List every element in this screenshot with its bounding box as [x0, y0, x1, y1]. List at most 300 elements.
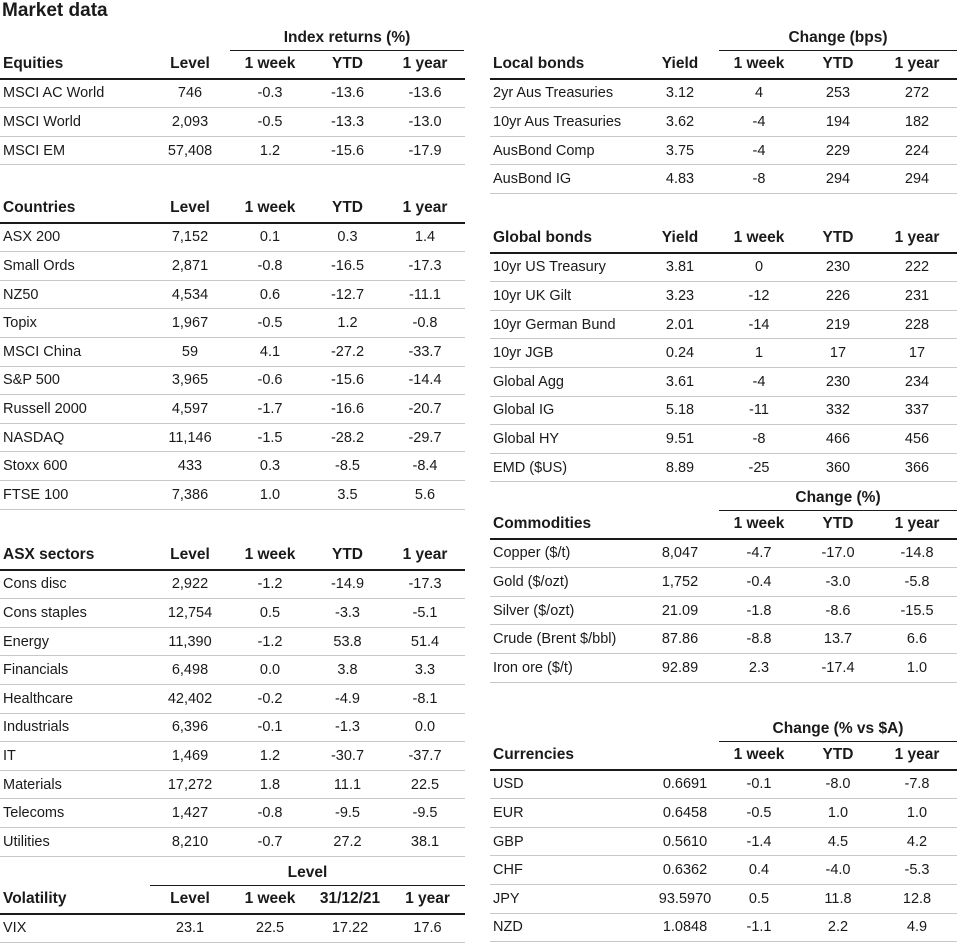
header-col4: 1 year	[405, 890, 450, 908]
cell-col1: 2,871	[171, 257, 209, 274]
table-row	[0, 452, 465, 481]
local-bonds-table	[490, 51, 957, 194]
cell-col3: -15.6	[330, 372, 365, 389]
cell-col4: -33.7	[408, 343, 442, 360]
cell-col4: 3.3	[414, 662, 436, 679]
cell-name: VIX	[3, 920, 27, 937]
cell-name: S&P 500	[3, 372, 60, 389]
cell-name: USD	[493, 776, 524, 793]
cell-col3: -13.3	[330, 113, 365, 130]
cell-col2: -0.6	[257, 372, 283, 389]
cell-name: FTSE 100	[3, 486, 69, 503]
cell-col2: -8	[752, 171, 766, 188]
cell-col3: 2.2	[827, 919, 849, 936]
cell-col2: -1.2	[257, 633, 283, 650]
cell-col2: 4	[754, 85, 764, 102]
cell-col2: -0.3	[257, 85, 283, 102]
header-col1	[640, 511, 720, 538]
cell-col4: -15.5	[900, 602, 934, 619]
cell-col1: 3.12	[665, 85, 695, 102]
cell-col1: 8,210	[171, 833, 209, 850]
cell-name: NASDAQ	[3, 429, 65, 446]
cell-col3: 230	[825, 373, 851, 390]
cell-col4: -8.1	[412, 690, 438, 707]
cell-col2: -4.7	[746, 545, 772, 562]
table-header-row	[490, 511, 957, 540]
cell-name: MSCI World	[3, 113, 81, 130]
cell-col2: -0.4	[746, 573, 772, 590]
cell-col3: 226	[825, 287, 851, 304]
cell-col1: 8.89	[665, 459, 695, 476]
cell-col3: -17.0	[821, 545, 855, 562]
table-row	[490, 311, 957, 340]
cell-col1: 4,534	[171, 286, 209, 303]
cell-col2: -0.2	[257, 690, 283, 707]
cell-name: Iron ore ($/t)	[493, 659, 573, 676]
cell-col2: 1.2	[259, 747, 281, 764]
cell-col2: -0.5	[257, 315, 283, 332]
cell-name: Gold ($/ozt)	[493, 573, 569, 590]
cell-col3: -8.6	[825, 602, 851, 619]
cell-col3: -1.3	[335, 719, 360, 736]
header-col3: YTD	[332, 55, 363, 73]
cell-col3: 0.3	[337, 229, 358, 246]
header-col3: YTD	[822, 746, 854, 764]
cell-col3: 17	[829, 345, 847, 362]
table-row	[0, 367, 465, 396]
header-col4: 1 year	[894, 515, 940, 533]
cell-col1: 3.75	[665, 142, 695, 159]
header-col4: 1 year	[894, 229, 940, 247]
header-col2: 1 week	[244, 546, 296, 564]
asx-sectors-table	[0, 542, 465, 857]
cell-col4: -13.0	[408, 113, 442, 130]
table-row	[0, 80, 465, 109]
table-row	[490, 454, 957, 483]
cell-name: 10yr German Bund	[493, 316, 616, 333]
cell-col1: 0.24	[665, 345, 695, 362]
cell-col2: -11	[749, 402, 769, 419]
header-col3: YTD	[822, 55, 854, 73]
table-row	[0, 571, 465, 600]
cell-col3: 1.2	[337, 315, 358, 332]
cell-col1: 1,967	[171, 315, 209, 332]
cell-col4: 12.8	[902, 890, 932, 907]
cell-col4: -14.8	[900, 545, 934, 562]
cell-col4: 228	[904, 316, 930, 333]
cell-col1: 0.6691	[662, 776, 708, 793]
cell-col3: -4.9	[335, 690, 360, 707]
cell-col1: 7,152	[171, 229, 209, 246]
cell-name: Small Ords	[3, 257, 75, 274]
cell-col2: -14	[748, 316, 770, 333]
cell-name: Cons staples	[3, 604, 87, 621]
cell-col4: -17.3	[408, 257, 442, 274]
cell-col3: -9.5	[335, 805, 360, 822]
cell-col1: 87.86	[661, 631, 699, 648]
table-row	[0, 828, 465, 857]
table-header-row	[0, 542, 465, 571]
cell-col1: 21.09	[661, 602, 699, 619]
table-row	[0, 395, 465, 424]
header-col2: 1 week	[244, 890, 296, 908]
header-col2: 1 week	[733, 746, 785, 764]
cell-col4: -37.7	[408, 747, 442, 764]
table-row	[0, 685, 465, 714]
cell-col4: 337	[904, 402, 930, 419]
table-row	[490, 108, 957, 137]
cell-col2: -0.5	[746, 804, 772, 821]
cell-col1: 9.51	[665, 430, 695, 447]
cell-col4: -20.7	[408, 400, 442, 417]
cell-col1: 42,402	[167, 690, 213, 707]
cell-col4: 51.4	[410, 633, 440, 650]
cell-col4: 4.9	[906, 919, 928, 936]
cell-col1: 1,469	[171, 747, 209, 764]
cell-col1: 1,427	[171, 805, 209, 822]
header-col4: 1 year	[402, 199, 448, 217]
cell-col1: 3,965	[171, 372, 209, 389]
cell-name: 10yr UK Gilt	[493, 287, 572, 304]
cell-name: MSCI China	[3, 343, 82, 360]
cell-col1: 8,047	[661, 545, 699, 562]
header-col3: YTD	[822, 515, 854, 533]
cell-col4: 224	[904, 142, 930, 159]
cell-col1: 59	[181, 343, 199, 360]
cell-col3: 230	[825, 259, 851, 276]
local-bonds-group-header: Change (bps)	[719, 25, 957, 51]
equities-group-header: Index returns (%)	[230, 25, 464, 51]
cell-col2: -1.2	[257, 576, 283, 593]
cell-col3: -8.5	[335, 458, 360, 475]
cell-col2: 1.0	[259, 486, 281, 503]
cell-col3: -3.3	[335, 604, 360, 621]
cell-col2: -1.1	[746, 919, 772, 936]
header-col4: 1 year	[402, 546, 448, 564]
header-name: Commodities	[493, 515, 592, 533]
cell-col3: -16.6	[330, 400, 365, 417]
header-col1: Level	[170, 55, 210, 73]
cell-name: EUR	[493, 804, 524, 821]
cell-col1: 93.5970	[658, 890, 712, 907]
cell-col2: -1.4	[746, 833, 772, 850]
table-row	[490, 368, 957, 397]
table-row	[0, 309, 465, 338]
cell-col2: -12	[748, 287, 770, 304]
table-row	[490, 80, 957, 109]
commodities-group-header: Change (%)	[719, 485, 957, 511]
cell-col4: 456	[904, 430, 930, 447]
cell-name: Industrials	[3, 719, 70, 736]
table-row	[0, 338, 465, 367]
cell-name: Cons disc	[3, 576, 67, 593]
currencies-group-header: Change (% vs $A)	[719, 716, 957, 742]
header-name: Currencies	[493, 746, 574, 764]
cell-col3: 13.7	[823, 631, 853, 648]
header-col1: Yield	[661, 55, 699, 73]
table-header-row	[490, 225, 957, 254]
table-row	[0, 915, 465, 944]
table-row	[490, 339, 957, 368]
cell-col2: 0	[754, 259, 764, 276]
table-row	[490, 771, 957, 800]
cell-col1: 57,408	[167, 142, 213, 159]
table-row	[490, 799, 957, 828]
header-col2: 1 week	[733, 229, 785, 247]
currencies-table	[490, 742, 957, 942]
cell-col2: 0.6	[259, 286, 281, 303]
cell-col3: 466	[825, 430, 851, 447]
cell-col2: 2.3	[748, 659, 770, 676]
cell-col2: -25	[748, 459, 770, 476]
cell-name: Russell 2000	[3, 400, 87, 417]
header-col2: 1 week	[244, 55, 296, 73]
cell-col3: 3.5	[337, 486, 358, 503]
cell-name: Copper ($/t)	[493, 545, 571, 562]
header-col1: Level	[170, 890, 210, 908]
cell-col4: -0.8	[412, 315, 438, 332]
table-row	[0, 108, 465, 137]
cell-name: MSCI EM	[3, 142, 66, 159]
cell-col4: 272	[904, 85, 930, 102]
cell-col3: -8.0	[825, 776, 851, 793]
table-row	[490, 137, 957, 166]
table-header-row	[490, 51, 957, 80]
header-col1: Yield	[661, 229, 699, 247]
cell-col2: -0.8	[257, 257, 283, 274]
table-row	[490, 885, 957, 914]
cell-col1: 4,597	[171, 400, 209, 417]
cell-col3: 11.8	[824, 890, 852, 907]
cell-name: CHF	[493, 862, 523, 879]
cell-col1: 92.89	[661, 659, 699, 676]
cell-name: Financials	[3, 662, 69, 679]
cell-col3: 1.0	[827, 804, 849, 821]
table-row	[0, 424, 465, 453]
table-row	[490, 914, 957, 943]
header-col3: YTD	[822, 229, 854, 247]
cell-col2: -4	[752, 373, 766, 390]
cell-col3: 253	[825, 85, 851, 102]
cell-col2: 0.0	[259, 662, 281, 679]
cell-col4: 22.5	[410, 776, 440, 793]
cell-col2: 0.3	[259, 458, 281, 475]
cell-col1: 11,146	[168, 429, 212, 446]
cell-col3: 27.2	[333, 833, 362, 850]
cell-col1: 2.01	[665, 316, 695, 333]
cell-col1: 7,386	[171, 486, 209, 503]
cell-name: Silver ($/ozt)	[493, 602, 575, 619]
cell-col3: -12.7	[330, 286, 365, 303]
cell-col3: -4.0	[825, 862, 851, 879]
cell-col2: -0.7	[257, 833, 283, 850]
cell-col4: 231	[904, 287, 930, 304]
table-row	[0, 714, 465, 743]
cell-col4: -13.6	[408, 85, 442, 102]
table-row	[0, 481, 465, 510]
header-name: Local bonds	[493, 55, 585, 73]
cell-col3: 219	[825, 316, 851, 333]
cell-col3: -17.4	[821, 659, 855, 676]
cell-col2: 22.5	[255, 920, 285, 937]
cell-name: Utilities	[3, 833, 50, 850]
cell-col3: 294	[825, 171, 851, 188]
cell-col2: 0.5	[748, 890, 770, 907]
cell-col3: 360	[825, 459, 851, 476]
table-row	[490, 425, 957, 454]
cell-col4: -29.7	[408, 429, 442, 446]
global-bonds-table	[490, 225, 957, 482]
cell-name: 10yr US Treasury	[493, 259, 606, 276]
cell-col4: -14.4	[408, 372, 442, 389]
cell-col2: -8.8	[746, 631, 772, 648]
table-row	[0, 771, 465, 800]
cell-col1: 6,498	[171, 662, 209, 679]
cell-col3: -30.7	[330, 747, 365, 764]
cell-col4: 5.6	[414, 486, 436, 503]
cell-col2: -1.7	[257, 400, 283, 417]
cell-col4: -9.5	[412, 805, 438, 822]
cell-name: Healthcare	[3, 690, 74, 707]
cell-col3: -16.5	[330, 257, 365, 274]
table-row	[490, 828, 957, 857]
cell-col4: -17.3	[408, 576, 442, 593]
cell-col1: 0.5610	[662, 833, 708, 850]
cell-col4: 17	[908, 345, 926, 362]
table-row	[490, 654, 957, 683]
cell-col1: 5.18	[665, 402, 695, 419]
table-row	[490, 254, 957, 283]
table-row	[490, 568, 957, 597]
table-row	[0, 599, 465, 628]
cell-col4: 1.4	[414, 229, 436, 246]
page-title: Market data	[2, 0, 108, 21]
cell-col1: 3.61	[665, 373, 695, 390]
cell-col3: -14.9	[330, 576, 365, 593]
cell-col2: -4	[752, 142, 766, 159]
cell-col3: -15.6	[330, 142, 365, 159]
cell-col1: 1.0848	[662, 919, 708, 936]
table-row	[490, 540, 957, 569]
cell-name: Crude (Brent $/bbl)	[493, 631, 617, 648]
cell-col3: 11.1	[333, 776, 362, 793]
table-header-row	[0, 51, 465, 80]
cell-col4: -8.4	[412, 458, 438, 475]
cell-col2: 0.1	[259, 229, 281, 246]
table-row	[490, 625, 957, 654]
cell-col4: 222	[904, 259, 930, 276]
cell-col1: 0.6362	[662, 862, 708, 879]
cell-col3: -28.2	[330, 429, 365, 446]
cell-col1: 17,272	[167, 776, 213, 793]
countries-table	[0, 195, 465, 510]
header-col2: 1 week	[733, 55, 785, 73]
cell-col3: -27.2	[330, 343, 365, 360]
header-col3: 31/12/21	[319, 890, 381, 908]
table-header-row	[490, 742, 957, 771]
cell-col2: -8	[752, 430, 766, 447]
header-name: Volatility	[3, 890, 67, 908]
table-row	[490, 282, 957, 311]
header-col4: 1 year	[402, 55, 448, 73]
header-col2: 1 week	[244, 199, 296, 217]
header-col1: Level	[170, 546, 210, 564]
cell-col3: 229	[825, 142, 851, 159]
cell-col4: 4.2	[906, 833, 928, 850]
volatility-group-header: Level	[150, 860, 465, 886]
cell-col3: 3.8	[337, 662, 358, 679]
cell-col2: 0.4	[748, 862, 770, 879]
cell-col2: -0.1	[257, 719, 283, 736]
cell-col1: 6,396	[171, 719, 209, 736]
equities-table	[0, 51, 465, 165]
cell-col2: -0.8	[257, 805, 283, 822]
cell-col2: -4	[752, 113, 766, 130]
cell-name: Topix	[3, 315, 37, 332]
cell-col4: 1.0	[906, 804, 928, 821]
cell-col4: -11.1	[409, 286, 441, 303]
header-name: Global bonds	[493, 229, 593, 247]
cell-col4: 0.0	[414, 719, 436, 736]
cell-col3: 53.8	[333, 633, 362, 650]
cell-col4: -5.1	[412, 604, 438, 621]
cell-col4: 6.6	[906, 631, 928, 648]
header-name: Countries	[3, 199, 76, 217]
cell-name: NZD	[493, 919, 523, 936]
cell-col2: -0.1	[746, 776, 772, 793]
cell-name: IT	[3, 747, 16, 764]
cell-col1: 11,390	[168, 633, 212, 650]
table-row	[0, 137, 465, 166]
table-row	[0, 656, 465, 685]
cell-col2: 1.8	[259, 776, 281, 793]
cell-col1: 23.1	[175, 920, 205, 937]
header-col2: 1 week	[733, 515, 785, 533]
cell-col2: 0.5	[259, 604, 281, 621]
table-row	[0, 281, 465, 310]
cell-col1: 4.83	[665, 171, 695, 188]
cell-col4: -17.9	[408, 142, 442, 159]
cell-name: Telecoms	[3, 805, 65, 822]
cell-col2: 1.2	[259, 142, 281, 159]
cell-name: 10yr JGB	[493, 345, 554, 362]
cell-name: Global Agg	[493, 373, 564, 390]
table-row	[490, 597, 957, 626]
cell-col4: -5.3	[904, 862, 930, 879]
cell-col3: 4.5	[827, 833, 849, 850]
cell-col2: -1.8	[746, 602, 772, 619]
table-row	[490, 165, 957, 194]
cell-name: ASX 200	[3, 229, 61, 246]
cell-name: 10yr Aus Treasuries	[493, 113, 622, 130]
cell-col2: 1	[754, 345, 764, 362]
header-col4: 1 year	[894, 746, 940, 764]
cell-col4: 294	[904, 171, 930, 188]
cell-col4: 1.0	[906, 659, 928, 676]
cell-name: Energy	[3, 633, 49, 650]
cell-col2: -0.5	[257, 113, 283, 130]
table-row	[0, 799, 465, 828]
cell-col1: 746	[177, 85, 203, 102]
cell-col2: 4.1	[259, 343, 281, 360]
cell-col4: 366	[904, 459, 930, 476]
cell-col4: -7.8	[904, 776, 930, 793]
cell-col4: 17.6	[413, 920, 442, 937]
cell-col4: 38.1	[410, 833, 440, 850]
cell-col1: 1,752	[661, 573, 699, 590]
cell-col2: -1.5	[257, 429, 283, 446]
cell-col1: 12,754	[167, 604, 213, 621]
